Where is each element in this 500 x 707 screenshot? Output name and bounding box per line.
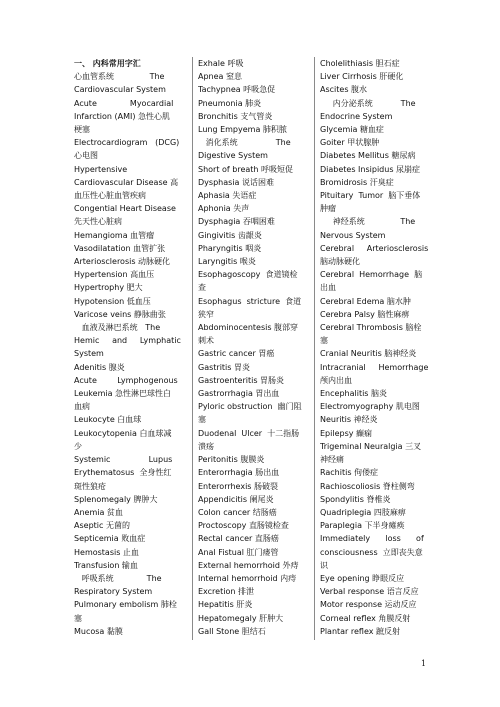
column-divider — [192, 57, 193, 640]
term-line: Rachioscoliosis 脊柱侧弯 — [320, 481, 415, 491]
term-line: Rachitis 佝偻症 — [320, 468, 379, 478]
column-divider — [314, 57, 315, 640]
term-line: Arteriosclerosis 动脉硬化 — [74, 257, 171, 267]
term-line: Mucosa 黏膜 — [74, 626, 123, 636]
term-line: Liver Cirrhosis 肝硬化 — [320, 72, 404, 82]
term-line: Diabetes Insipidus 尿崩症 — [320, 164, 421, 174]
term-line: Systemic Lupus — [74, 455, 173, 465]
term-line: Vasodilatation 血管扩张 — [74, 243, 166, 253]
term-line: Cardiovascular System — [74, 85, 166, 95]
term-line: Bronchitis 支气管炎 — [198, 111, 273, 121]
term-line: Leukemia 急性淋巴球性白 — [74, 389, 172, 399]
term-line: Cerebral Thrombosis 脑栓 — [320, 323, 422, 333]
term-line: Encephalitis 脑炎 — [320, 389, 388, 399]
term-line: Electromyography 肌电图 — [320, 402, 420, 412]
term-line: Electrocardiogram (DCG) — [74, 138, 180, 148]
term-line: 塞 — [74, 613, 82, 623]
term-line: 神经痛 — [320, 455, 344, 465]
term-line: Lung Empyema 肺积脓 — [198, 125, 287, 135]
term-line: Gastrorrhagia 胃出血 — [198, 389, 280, 399]
term-line: Cerebral Edema 脑水肿 — [320, 296, 411, 306]
term-line: Erythematosus 全身性红 — [74, 468, 172, 478]
term-line: Cholelithiasis 胆石症 — [320, 59, 400, 68]
term-line: Infarction (AMI) 急性心肌 — [74, 111, 171, 121]
term-line: Proctoscopy 直肠镜检查 — [198, 521, 289, 531]
term-line: Adenitis 腺炎 — [74, 362, 125, 372]
section-title: 一、 内科常用字汇 — [74, 59, 141, 68]
term-line: Aseptic 无菌的 — [74, 521, 130, 531]
term-line: Digestive System — [198, 151, 268, 161]
term-line: System — [74, 349, 104, 359]
term-line: 消化系统 The — [198, 138, 291, 148]
term-line: 心电图 — [74, 151, 98, 161]
term-line: Short of breath 呼吸短促 — [198, 164, 294, 174]
term-line: 内分泌系统 The — [320, 98, 416, 108]
term-line: Hemangioma 血管瘤 — [74, 230, 155, 240]
term-line: Splenomegaly 脾肿大 — [74, 494, 158, 504]
term-line: 溃疡 — [198, 441, 214, 451]
term-line: Pulmonary embolism 肺栓 — [74, 600, 177, 610]
term-line: Hemostasis 止血 — [74, 547, 139, 557]
term-line: Pharyngitis 咽炎 — [198, 243, 262, 253]
term-line: 心血管系统 The — [74, 72, 165, 82]
term-line: Cerebra Palsy 脑性麻痹 — [320, 309, 410, 319]
term-line: Diabetes Mellitus 糖尿病 — [320, 151, 416, 161]
term-line: Hypertensive — [74, 164, 128, 174]
term-line: 塞 — [320, 336, 328, 346]
term-line: Colon cancer 结肠癌 — [198, 507, 277, 517]
term-line: Anemia 贫血 — [74, 507, 123, 517]
term-line: 识 — [320, 560, 328, 570]
term-line: Nervous System — [320, 230, 386, 240]
term-line: Hypotension 低血压 — [74, 296, 151, 306]
term-line: Tachypnea 呼吸急促 — [198, 85, 276, 95]
term-line: Internal hemorrhoid 内痔 — [198, 573, 297, 583]
term-line: Spondylitis 脊椎炎 — [320, 494, 391, 504]
term-line: Corneal reflex 角膜反射 — [320, 613, 411, 623]
term-line: Pituitary Tumor 脑下垂体 — [320, 191, 421, 201]
term-line: Abdominocentesis 腹部穿 — [198, 323, 299, 333]
term-line: consciousness 立即丧失意 — [320, 547, 423, 557]
term-line: Cerebral Hemorrhage 脑 — [320, 270, 423, 280]
term-line: Laryngitis 喉炎 — [198, 257, 256, 267]
term-line: Eye opening 睁眼反应 — [320, 573, 405, 583]
term-line: Enterorrhexis 肠破裂 — [198, 481, 279, 491]
term-line: Peritonitis 腹膜炎 — [198, 455, 265, 465]
term-line: Respiratory System — [74, 587, 153, 597]
term-line: Bromidrosis 汗臭症 — [320, 177, 394, 187]
term-line: Cardiovascular Disease 高 — [74, 177, 179, 187]
term-line: Verbal response 语言反应 — [320, 587, 419, 597]
term-line: 脑动脉硬化 — [320, 257, 360, 267]
term-line: Hepatitis 肝炎 — [198, 600, 253, 610]
term-line: 出血 — [320, 283, 336, 293]
term-line: Pneumonia 肺炎 — [198, 98, 262, 108]
column-2 — [198, 57, 310, 638]
term-line: Quadriplegia 四肢麻痹 — [320, 507, 406, 517]
term-line: Dysphagia 吞咽困难 — [198, 217, 275, 227]
term-line: Epilepsy 癫痫 — [320, 428, 373, 438]
term-line: Dysphasia 说话困难 — [198, 177, 274, 187]
term-line: Goiter 甲状腺肿 — [320, 138, 380, 148]
term-line: Aphasia 失语症 — [198, 191, 257, 201]
term-line: Duodenal Ulcer 十二指肠 — [198, 428, 300, 438]
term-line: Esophagus stricture 食道 — [198, 296, 302, 306]
term-line: Hypertrophy 肥大 — [74, 283, 143, 293]
term-line: Congential Heart Disease — [74, 204, 176, 214]
term-line: Hypertension 高血压 — [74, 270, 155, 280]
term-line: Motor response 运动反应 — [320, 600, 417, 610]
term-line: Acute Lymphogenous — [74, 375, 178, 385]
term-line: External hemorrhoid 外痔 — [198, 560, 299, 570]
term-line: Esophagoscopy 食道镜检 — [198, 270, 298, 280]
term-line: Enterorrhagia 肠出血 — [198, 468, 280, 478]
term-line: 肿瘤 — [320, 204, 336, 214]
term-line: Plantar reflex 蹠反射 — [320, 626, 401, 636]
term-line: Apnea 窒息 — [198, 72, 242, 82]
term-line: Cerebral Arteriosclerosis — [320, 243, 429, 253]
term-line: 血压性心脏血管疾病 — [74, 191, 146, 201]
term-line: 先天性心脏病 — [74, 217, 122, 227]
term-line: Gastritis 胃炎 — [198, 362, 250, 372]
term-line: 刺术 — [198, 336, 214, 346]
term-line: Gall Stone 胆结石 — [198, 626, 266, 636]
term-line: Septicemia 败血症 — [74, 534, 146, 544]
term-line: 查 — [198, 283, 206, 293]
term-line: Leukocyte 白血球 — [74, 415, 142, 425]
term-line: Endocrine System — [320, 111, 393, 121]
term-line: Paraplegia 下半身瘫痪 — [320, 521, 405, 531]
term-line: 呼吸系统 The — [74, 573, 162, 583]
term-line: Neuritis 神经炎 — [320, 415, 378, 425]
term-line: Hepatomegaly 肝肿大 — [198, 613, 284, 623]
term-line: Gastroenteritis 胃肠炎 — [198, 375, 285, 385]
term-line: Hemic and Lymphatic — [74, 336, 181, 346]
term-line: 斑性狼疮 — [74, 481, 106, 491]
term-line: Rectal cancer 直肠癌 — [198, 534, 279, 544]
term-line: Excretion 排泄 — [198, 587, 254, 597]
column-1 — [74, 57, 186, 638]
term-line: Gingivitis 齿龈炎 — [198, 230, 262, 240]
term-line: Varicose veins 静脉曲张 — [74, 309, 166, 319]
term-line: Cranial Neuritis 脑神经炎 — [320, 349, 417, 359]
term-line: 神经系统 The — [320, 217, 416, 227]
page — [74, 57, 436, 642]
term-line: Anal Fistual 肛门瘘管 — [198, 547, 279, 557]
term-line: Gastric cancer 胃癌 — [198, 349, 275, 359]
term-line: Ascites 腹水 — [320, 85, 368, 95]
term-line: 血液及淋巴系统 The — [74, 323, 161, 333]
term-line: Leukocytopenia 白血球减 — [74, 428, 172, 438]
term-line: 血病 — [74, 402, 90, 412]
term-line: Appendicitis 阑尾炎 — [198, 494, 274, 504]
term-line: Aphonia 失声 — [198, 204, 250, 214]
page-number: 1 — [421, 659, 427, 668]
term-line: Glycemia 糖血症 — [320, 125, 384, 135]
term-line: 少 — [74, 441, 82, 451]
term-line: 梗塞 — [74, 125, 90, 135]
term-line: Transfusion 输血 — [74, 560, 138, 570]
term-line: Trigeminal Neuralgia 三叉 — [320, 441, 422, 451]
column-3 — [320, 57, 432, 638]
term-line: Immediately loss of — [320, 534, 424, 544]
term-line: Pyloric obstruction 幽门阻 — [198, 402, 302, 412]
term-line: Acute Myocardial — [74, 98, 174, 108]
term-line: Exhale 呼吸 — [198, 59, 244, 68]
term-line: Intracranial Hemorrhage — [320, 362, 429, 372]
term-line: 塞 — [198, 415, 206, 425]
term-line: 狭窄 — [198, 309, 214, 319]
term-line: 颅内出血 — [320, 375, 352, 385]
